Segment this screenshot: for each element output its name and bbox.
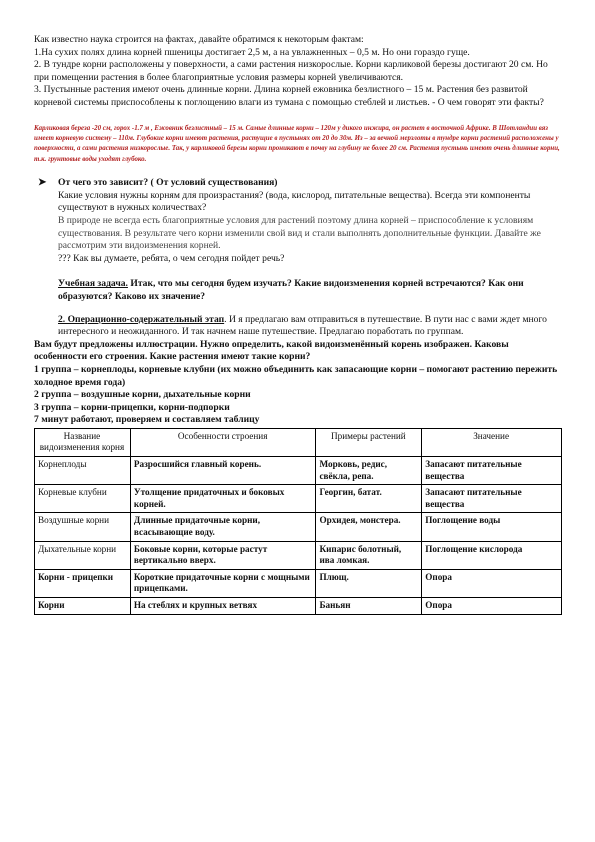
- table-row: [35, 457, 562, 485]
- table-cell: Морковь, редис, свёкла, репа.: [316, 457, 422, 485]
- table-row: [35, 598, 562, 615]
- topic-question: ??? Как вы думаете, ребята, о чем сегодня пойдет речь?: [58, 252, 285, 264]
- table-row: [35, 513, 562, 541]
- learning-task: [34, 278, 562, 303]
- stage-paragraph: [34, 314, 562, 339]
- table-cell: На стеблях и крупных ветвях: [130, 598, 316, 615]
- bullet-question: [34, 177, 562, 190]
- teacher-note: Карликовая береза -20 см, горох -1.7 м , Ежовник безлистный – 15 м. Самые длинные корни – 120м у дикого инжира, он растет в восточной Африке. В Шотландии вяз имеет корневую систему – 110м. Глубокие корни имеют растения, растущие в пустынях от 20 до 30м. Из – за вечной мерзлоты в тундре корни растений расположены у поверхности, а сами растения низкорослые. Так, у карликовой березы корни проникают в почву на глубину не более 20 см. Растения пустынь имеют очень длинные корни, т.к. грунтовые воды уходят глубоко.: [34, 124, 560, 163]
- root-modifications-table: [34, 428, 562, 615]
- conditions-question: Какие условия нужны корням для произрастания? (вода, кислород, питательные вещества). Всегда эти компоненты существуют в нужных количествах?: [58, 189, 531, 214]
- time-line: 7 минут работают, проверяем и составляем таблицу: [34, 414, 260, 426]
- table-row: [35, 569, 562, 597]
- intro-line: 1.На сухих полях длина корней пшеницы достигает 2,5 м, а на увлажненных – 0,5 м. Но они гораздо гуще.: [34, 46, 470, 58]
- table-cell: Боковые корни, которые растут вертикально вверх.: [130, 541, 316, 569]
- group-1-line: 1 группа – корнеплоды, корневые клубни (их можно объединить как запасающие корни – помогают растению пережить холодное время года): [34, 363, 558, 388]
- instruction-line: Вам будут предложены иллюстрации. Нужно определить, какой видоизменённый корень изображен. Каковы особенности его строения. Какие растения имеют такие корни?: [34, 338, 509, 363]
- group-2-line: 2 группа – воздушные корни, дыхательные корни: [34, 389, 251, 401]
- intro-line: 2. В тундре корни расположены у поверхности, а сами растения низкорослые. Корни карликовой березы достигают 20 см. Но при помещении растения в более благоприятные условия размеры корней увеличиваются.: [34, 59, 548, 83]
- table-cell: Опора: [422, 569, 562, 597]
- table-cell: Поглощение кислорода: [422, 541, 562, 569]
- table-cell: Дыхательные корни: [35, 541, 131, 569]
- table-cell: Корни - прицепки: [35, 569, 131, 597]
- header-cell: Примеры растений: [316, 428, 422, 456]
- bullet-question-text: От чего это зависит? ( От условий существования): [58, 177, 278, 189]
- table-cell: Опора: [422, 598, 562, 615]
- stage-text: . И я предлагаю вам отправиться в путешествие. В пути нас с вами ждет много интересного и неожиданного. И так начнем наше путешествие. Предлагаю поработать по группам.: [58, 313, 547, 338]
- table-cell: Корневые клубни: [35, 485, 131, 513]
- header-cell: Название видоизменения корня: [35, 428, 131, 456]
- table-cell: Запасают питательные вещества: [422, 457, 562, 485]
- group-3-line: 3 группа – корни-прицепки, корни-подпорки: [34, 401, 230, 413]
- intro-line: 3. Пустынные растения имеют очень длинные корни. Длина корней ежовника безлистного – 15 м. Растения без развитой корневой системы приспособлены к поглощению влаги из тумана с помощью стеблей и листьев. - О чем говорят эти факты?: [34, 84, 544, 108]
- table-header-row: [35, 428, 562, 456]
- learning-task-text: Итак, что мы сегодня будем изучать? Какие видоизменения корней встречаются? Как они образуются? Каково их значение?: [58, 278, 524, 302]
- learning-task-label: Учебная задача.: [58, 278, 128, 290]
- document-page: [34, 34, 562, 615]
- table-cell: Утолщение придаточных и боковых корней.: [130, 485, 316, 513]
- intro-facts: [34, 34, 562, 110]
- header-cell: Значение: [422, 428, 562, 456]
- table-cell: Плющ.: [316, 569, 422, 597]
- table-cell: Воздушные корни: [35, 513, 131, 541]
- table-cell: Орхидея, монстера.: [316, 513, 422, 541]
- arrow-bullet-icon: ➤: [38, 177, 47, 189]
- table-cell: Длинные придаточные корни, всасывающие воду.: [130, 513, 316, 541]
- explanation-text: В природе не всегда есть благоприятные условия для растений поэтому длина корней – приспособление к условиям существования. В результате чего корни изменили свой вид и стали выполнять дополнительные функции. Давайте же рассмотрим эти видоизменения корней.: [58, 214, 541, 252]
- table-cell: Короткие придаточные корни с мощными прицепками.: [130, 569, 316, 597]
- table-cell: Корнеплоды: [35, 457, 131, 485]
- intro-line: Как известно наука строится на фактах, давайте обратимся к некоторым фактам:: [34, 34, 364, 45]
- table-row: [35, 541, 562, 569]
- table-cell: Запасают питательные вещества: [422, 485, 562, 513]
- stage-label: 2. Операционно-содержательный этап: [58, 313, 225, 325]
- header-cell: Особенности строения: [130, 428, 316, 456]
- table-cell: Кипарис болотный, ива ломкая.: [316, 541, 422, 569]
- table-cell: Корни: [35, 598, 131, 615]
- table-row: [35, 485, 562, 513]
- table-cell: Разросшийся главный корень.: [130, 457, 316, 485]
- table-cell: Георгин, батат.: [316, 485, 422, 513]
- table-cell: Баньян: [316, 598, 422, 615]
- table-cell: Поглощение воды: [422, 513, 562, 541]
